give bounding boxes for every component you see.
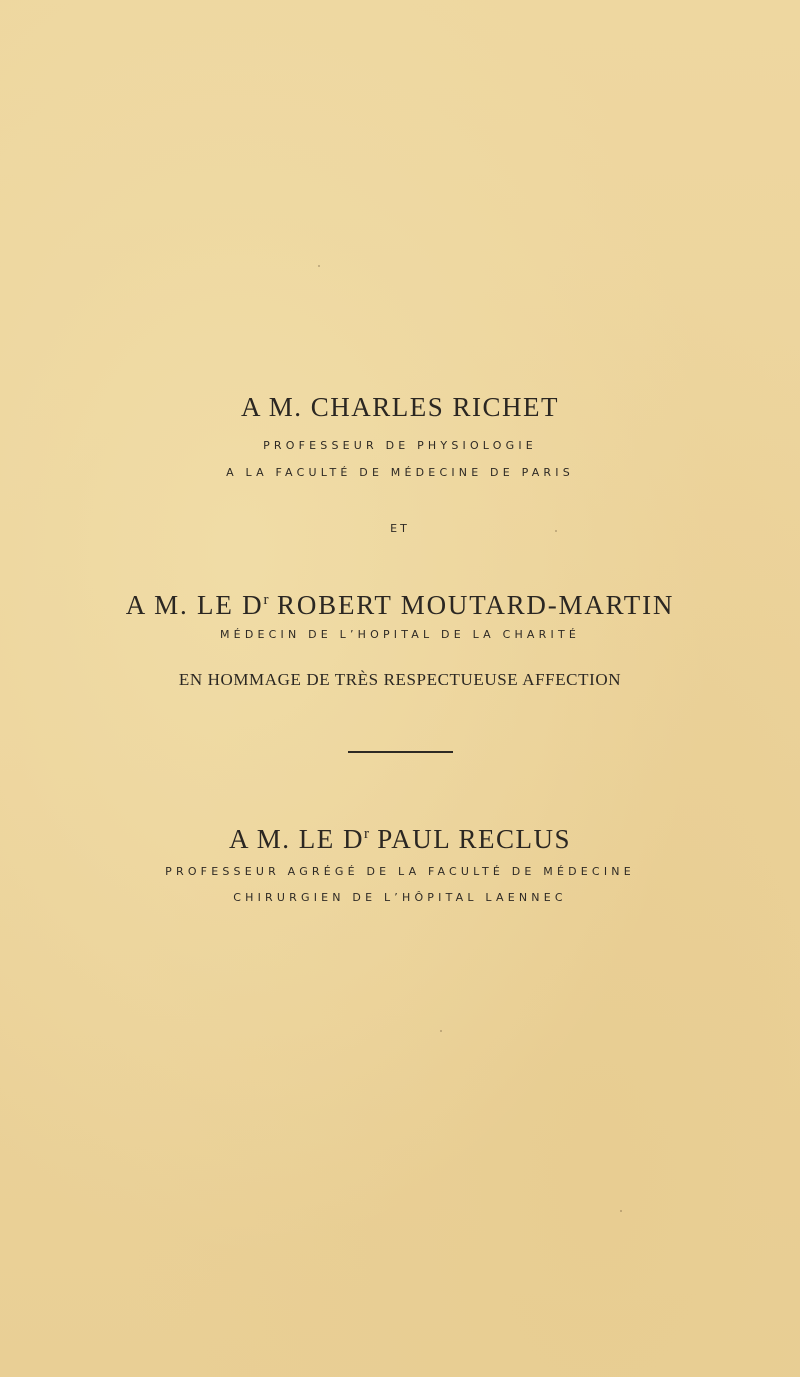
heading-superscript: r [363,826,369,842]
homage-line: EN HOMMAGE DE TRÈS RESPECTUEUSE AFFECTION [178,670,622,689]
dedication-moutard-heading [0,585,800,620]
dedication-richet-title: PROFESSEUR DE PHYSIOLOGIE [263,439,537,452]
heading-superscript: r [263,592,269,608]
heading-suffix: ROBERT MOUTARD-MARTIN [268,590,675,620]
dedication-reclus-hospital: CHIRURGIEN DE L’HÔPITAL LAENNEC [233,891,567,904]
separator-rule [348,751,453,753]
heading-prefix: A M. LE D [228,824,364,854]
paper-speck [440,1030,442,1032]
paper-speck [555,530,557,532]
dedication-reclus-title: PROFESSEUR AGRÉGÉ DE LA FACULTÉ DE MÉDECINE [165,865,635,878]
dedication-richet-faculty: A LA FACULTÉ DE MÉDECINE DE PARIS [226,466,574,479]
dedication-moutard-title: MÉDECIN DE L’HOPITAL DE LA CHARITÉ [219,628,581,641]
conjunction-et: ET [390,522,410,535]
heading-suffix: PAUL RECLUS [368,824,572,854]
paper-speck [620,1210,622,1212]
paper-speck [318,265,320,267]
dedication-reclus-heading [0,819,800,854]
dedication-richet-heading: A M. CHARLES RICHET [240,392,560,422]
heading-prefix: A M. LE D [125,590,264,620]
